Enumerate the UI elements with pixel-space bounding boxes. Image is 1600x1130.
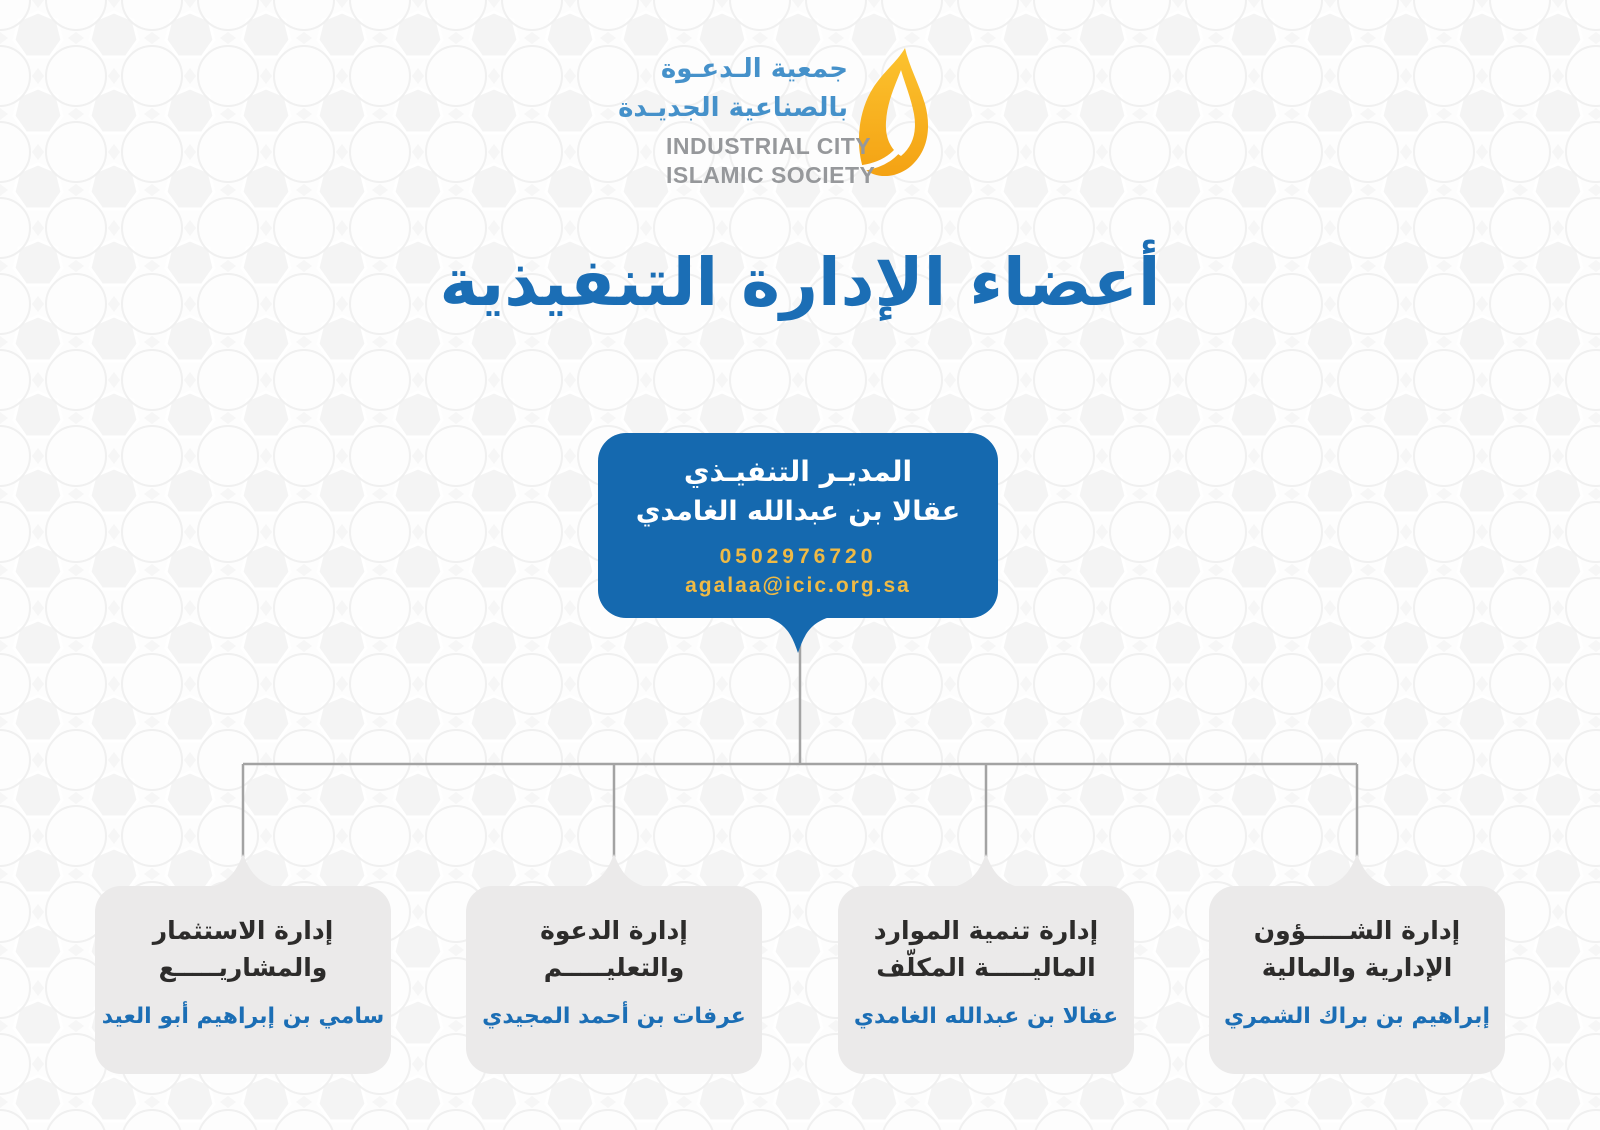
dept-title-line2: الإدارية والمالية bbox=[1261, 953, 1453, 982]
dept-title bbox=[466, 912, 762, 986]
root-phone-number: 0502976720 bbox=[719, 545, 877, 568]
root-role-label: المديـر التنفيـذي bbox=[683, 455, 913, 488]
page-title: أعضاء الإدارة التنفيذية bbox=[439, 244, 1161, 321]
root-email-address: agalaa@icic.org.sa bbox=[685, 574, 911, 597]
dept-manager-name: سامي بن إبراهيم أبو العيد bbox=[101, 1004, 385, 1029]
dept-title-line2: والمشاريـــــع bbox=[158, 953, 328, 982]
logo-english-line2: ISLAMIC SOCIETY bbox=[666, 162, 876, 188]
logo-arabic-line2: بالصناعية الجديـدة bbox=[618, 93, 848, 123]
dept-title bbox=[1209, 912, 1505, 986]
dept-title bbox=[95, 912, 391, 986]
child-node-admin-financial-affairs bbox=[1209, 886, 1505, 1074]
child-node-top-connector bbox=[1325, 853, 1389, 887]
dept-manager-name: عرفات بن أحمد المجيدي bbox=[482, 1004, 746, 1029]
child-node-investment-projects bbox=[95, 886, 391, 1074]
child-node-dawah-education bbox=[466, 886, 762, 1074]
logo-english-text bbox=[666, 132, 875, 190]
dept-title bbox=[838, 912, 1134, 986]
child-node-top-connector bbox=[954, 853, 1018, 887]
logo-english-line1: INDUSTRIAL CITY bbox=[666, 133, 872, 159]
root-node-tail-connector bbox=[766, 617, 830, 653]
dept-manager-name: إبراهيم بن براك الشمري bbox=[1224, 1004, 1490, 1029]
child-node-financial-resources bbox=[838, 886, 1134, 1074]
dept-title-line2: الماليـــــة المكلّف bbox=[876, 953, 1096, 982]
dept-title-line1: إدارة الشـــــؤون bbox=[1253, 916, 1461, 945]
child-node-top-connector bbox=[211, 853, 275, 887]
dept-title-line1: إدارة الدعوة bbox=[540, 916, 688, 945]
dept-title-line1: إدارة تنمية الموارد bbox=[873, 916, 1099, 945]
root-node-executive-director bbox=[598, 433, 998, 618]
dept-title-line2: والتعليـــــم bbox=[543, 953, 685, 982]
logo-arabic-line1: جمعية الـدعـوة bbox=[660, 54, 848, 84]
dept-title-line1: إدارة الاستثمار bbox=[152, 916, 334, 945]
dept-manager-name: عقالا بن عبدالله الغامدي bbox=[853, 1004, 1119, 1029]
root-person-name: عقالا بن عبدالله الغامدي bbox=[635, 496, 961, 527]
child-node-top-connector bbox=[582, 853, 646, 887]
logo-arabic-text bbox=[618, 50, 848, 128]
